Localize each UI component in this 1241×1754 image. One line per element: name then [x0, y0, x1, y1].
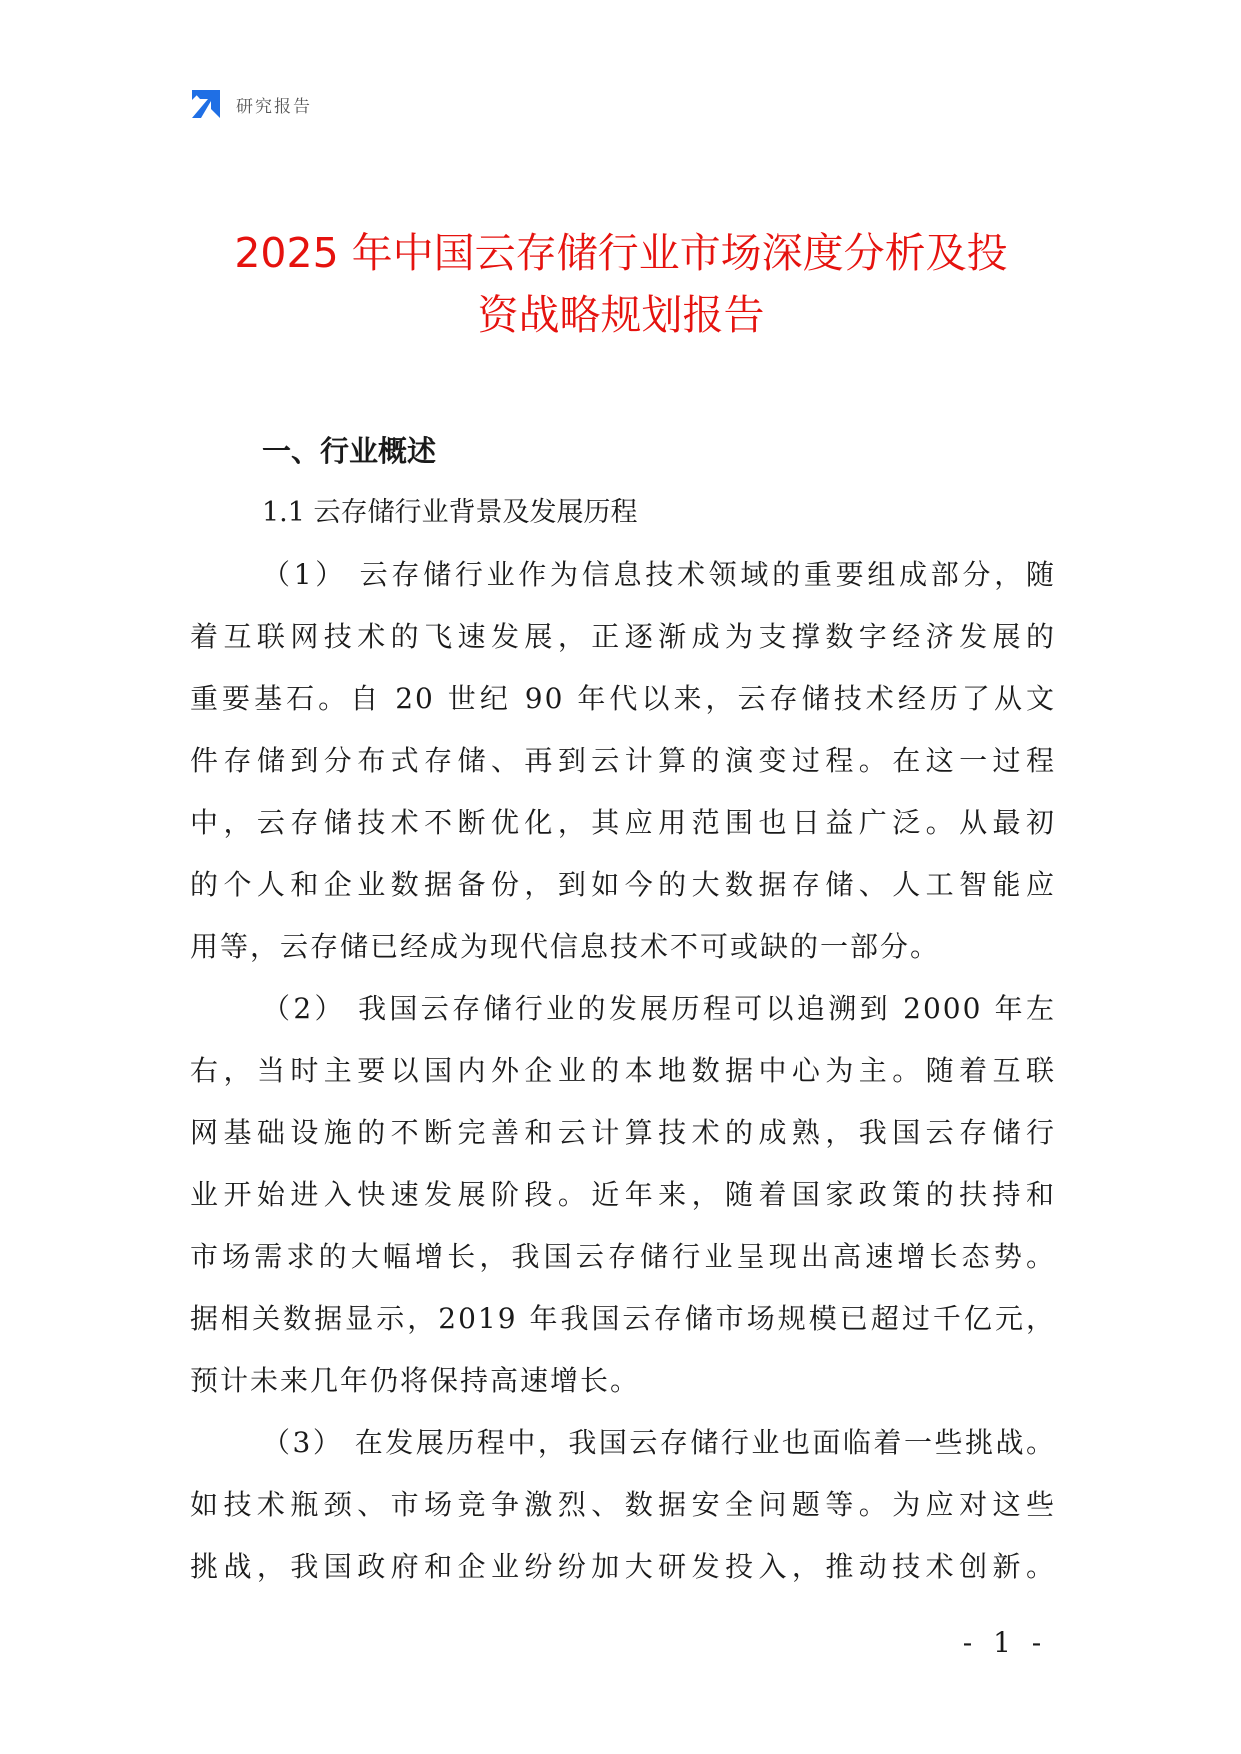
paragraph-line: 中，云存储技术不断优化，其应用范围也日益广泛。从最初	[190, 806, 1056, 839]
title-line-2: 资战略规划报告	[477, 291, 765, 339]
paragraph-line: 右，当时主要以国内外企业的本地数据中心为主。随着互联	[190, 1054, 1056, 1087]
paragraph-line: 预计未来几年仍将保持高速增长。	[190, 1364, 641, 1397]
title-line-1: 2025 年中国云存储行业市场深度分析及投	[234, 229, 1008, 277]
paragraph-line: 市场需求的大幅增长，我国云存储行业呈现出高速增长态势。	[190, 1240, 1056, 1273]
page-number: - 1 -	[962, 1626, 1048, 1659]
paragraph-line: 业开始进入快速发展阶段。近年来，随着国家政策的扶持和	[190, 1178, 1056, 1211]
paragraph-line: 网基础设施的不断完善和云计算技术的成熟，我国云存储行	[190, 1116, 1056, 1149]
paragraph-line: 用等，云存储已经成为现代信息技术不可或缺的一部分。	[190, 930, 941, 963]
paragraph-line: （3） 在发展历程中，我国云存储行业也面临着一些挑战。	[262, 1426, 1056, 1459]
paragraph-line: （1） 云存储行业作为信息技术领域的重要组成部分，随	[262, 558, 1056, 591]
paragraph-line: 如技术瓶颈、市场竞争激烈、数据安全问题等。为应对这些	[190, 1488, 1056, 1521]
paragraph-line: 挑战，我国政府和企业纷纷加大研发投入，推动技术创新。	[190, 1550, 1056, 1583]
paragraph-line: （2） 我国云存储行业的发展历程可以追溯到 2000 年左	[262, 992, 1056, 1025]
paragraph-3	[190, 1412, 1056, 1598]
paragraph-line: 件存储到分布式存储、再到云计算的演变过程。在这一过程	[190, 744, 1056, 777]
subsection-heading: 1.1 云存储行业背景及发展历程	[262, 497, 638, 528]
paragraph-1	[190, 544, 1056, 978]
page-header	[190, 88, 312, 120]
header-label: 研究报告	[236, 96, 312, 117]
document-body	[190, 420, 1056, 1598]
paragraph-line: 的个人和企业数据备份，到如今的大数据存储、人工智能应	[190, 868, 1056, 901]
paragraph-line: 据相关数据显示，2019 年我国云存储市场规模已超过千亿元，	[190, 1302, 1056, 1335]
section-heading: 一、行业概述	[262, 434, 437, 468]
document-title	[190, 222, 1052, 346]
paragraph-line: 着互联网技术的飞速发展，正逐渐成为支撑数字经济发展的	[190, 620, 1056, 653]
paragraph-line: 重要基石。自 20 世纪 90 年代以来，云存储技术经历了从文	[190, 682, 1056, 715]
paragraph-2	[190, 978, 1056, 1412]
arrow-up-right-logo-icon	[190, 88, 222, 120]
